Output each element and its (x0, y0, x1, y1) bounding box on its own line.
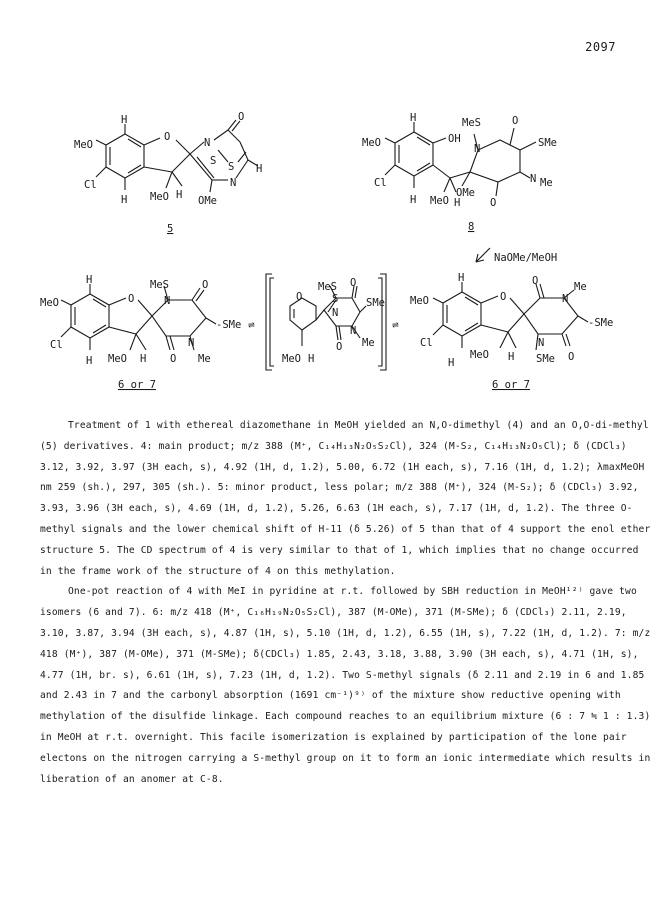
piperazine-ring-67-left (152, 300, 206, 336)
structure-8 (362, 112, 557, 233)
atom-label: Me (198, 353, 211, 365)
atom-label: S (332, 293, 339, 305)
atom-label: S (210, 155, 217, 167)
compound-number-6-or-7-left: 6 or 7 (118, 379, 156, 391)
atom-label: MeO (282, 353, 301, 365)
compound-number-5: 5 (167, 223, 174, 235)
atom-label: Cl (374, 177, 387, 189)
atom-label: N (188, 337, 195, 349)
atom-label: H (448, 357, 455, 369)
paragraph-2: One-pot reaction of 4 with MeI in pyridine at r.t. followed by SBH reduction in MeOH¹²⁾ gave two isomers (6 and 7). 6: m/z 418 (M⁺, C₁₆H₁₉N₂O₅S₂Cl), 387 (M-OMe), 371 (M-SMe); δ (CDCl₃) 2.11, 2.19, 3.10, 3.87, 3.94 (3H each, s), 4.87 (1H, s), 5.10 (1H, d, 1.2), 6.55 (1H, s), 7.22 (1H, d, 1.2). 7: m/z 418 (M⁺), 387 (M-OMe), 371 (M-SMe); δ(CDCl₃) 1.85, 2.43, 3.18, 3.88, 3.90 (3H each, s), 4.71 (1H, s), 4.77 (1H, br. s), 6.61 (1H, s), 7.23 (1H, d, 1.2). Two S-methyl signals (δ 2.11 and 2.19 in 6 and 1.85 and 2.43 in 7 and the carbonyl absorption (1691 cm⁻¹)⁹⁾ of the mixture show reductive opening with methylation of the disulfide linkage. Each compound reaches to an equilibrium mixture (6 : 7 ≒ 1 : 1.3) in MeOH at r.t. overnight. This facile isomerization is explained by participation of the lone pair electons on the nitrogen carrying a S-methyl group on it to form an ionic intermediate which results in liberation of an anomer at C-8. (40, 586, 651, 785)
atom-label: OH (448, 133, 461, 145)
piperazine-ring-67-right (524, 298, 578, 334)
atom-label: O (336, 341, 343, 353)
atom-label: Me (362, 337, 375, 349)
atom-label: H (176, 189, 183, 201)
atom-label: MeO (430, 195, 449, 207)
benzene-ring-67-left (71, 294, 109, 338)
atom-label: H (454, 197, 461, 209)
atom-label: Me (540, 177, 553, 189)
atom-label: SMe (538, 137, 557, 149)
atom-label: Me (574, 281, 587, 293)
atom-label: N (474, 143, 481, 155)
atom-label: O (350, 277, 357, 289)
benzene-ring-67-right (443, 292, 481, 336)
atom-label: SMe (366, 297, 385, 309)
atom-label: O (500, 291, 507, 303)
atom-label: N (350, 325, 357, 337)
atom-label: MeS (318, 281, 337, 293)
atom-label: MeO (74, 139, 93, 151)
atom-label: O (532, 275, 539, 287)
atom-label: N (230, 177, 237, 189)
paragraph-1: Treatment of 1 with ethereal diazomethane in MeOH yielded an N,O-dimethyl (4) and an O,O-di-methyl (5) derivatives. 4: main product; m/z 388 (M⁺, C₁₄H₁₃N₂O₅S₂Cl), 324 (M-S₂, C₁₄H₁₃N₂O₅Cl); δ (CDCl₃) 3.12, 3.92, 3.97 (3H each, s), 4.92 (1H, d, 1.2), 5.00, 6.72 (1H each, s), 7.16 (1H, d, 1.2); λmaxMeOH nm 259 (sh.), 297, 305 (sh.). 5: minor product, less polar; m/z 388 (M⁺), 324 (M-S₂); δ (CDCl₃) 3.92, 3.93, 3.96 (3H each, s), 4.69 (1H, d, 1.2), 5.26, 6.63 (1H each, s), 7.17 (1H, d, 1.2). The three O-methyl signals and the lower chemical shift of H-11 (δ 5.26) of 5 than that of 4 support the enol ether structure 5. The CD spectrum of 4 is very similar to that of 1, which implies that no change occurred in the frame work of the structure of 4 on this methylation. (40, 420, 651, 577)
compound-number-6-or-7-right: 6 or 7 (492, 379, 530, 391)
atom-label: S (228, 161, 235, 173)
atom-label: MeO (410, 295, 429, 307)
equilibrium-arrow: ⇌ (248, 318, 255, 331)
atom-label: H (86, 355, 93, 367)
atom-label: H (256, 163, 263, 175)
ionic-intermediate (266, 274, 386, 370)
benzene-ring-5 (106, 134, 144, 178)
atom-label: H (140, 353, 147, 365)
article-body (40, 416, 652, 790)
atom-label: O (202, 279, 209, 291)
atom-label: H (508, 351, 515, 363)
atom-label: OMe (198, 195, 217, 207)
benzene-ring-8 (395, 132, 433, 176)
atom-label: O (296, 291, 303, 303)
atom-label: O (238, 111, 245, 123)
atom-label: MeO (40, 297, 59, 309)
atom-label: H (410, 194, 417, 206)
atom-label: -SMe (588, 317, 614, 329)
atom-label: O (568, 351, 575, 363)
atom-label: N (562, 293, 569, 305)
atom-label: N (164, 295, 171, 307)
atom-label: O (490, 197, 497, 209)
atom-label: O (164, 131, 171, 143)
atom-label: H (308, 353, 315, 365)
atom-label: O (128, 293, 135, 305)
atom-label: H (410, 112, 417, 124)
piperazine-ring-intermediate (324, 298, 360, 326)
atom-label: Cl (84, 179, 97, 191)
atom-label: N (538, 337, 545, 349)
equilibrium-arrow: ⇌ (392, 318, 399, 331)
atom-label: H (121, 114, 128, 126)
atom-label: MeO (150, 191, 169, 203)
atom-label: N (204, 137, 211, 149)
atom-label: MeO (108, 353, 127, 365)
structure-6-or-7-left (40, 274, 241, 391)
atom-label: O (170, 353, 177, 365)
atom-label: H (86, 274, 93, 286)
structure-6-or-7-right (410, 272, 613, 391)
structure-5 (74, 111, 262, 235)
reaction-arrow (476, 248, 557, 264)
atom-label: MeO (470, 349, 489, 361)
compound-number-8: 8 (468, 221, 475, 233)
atom-label: -SMe (216, 319, 242, 331)
reaction-scheme (0, 0, 672, 410)
atom-label: O (512, 115, 519, 127)
atom-label: H (121, 194, 128, 206)
atom-label: N (530, 173, 537, 185)
atom-label: Cl (50, 339, 63, 351)
atom-label: Cl (420, 337, 433, 349)
reagent-label: NaOMe/MeOH (494, 252, 558, 264)
atom-label: N (332, 307, 339, 319)
atom-label: MeS (462, 117, 481, 129)
atom-label: OMe (456, 187, 475, 199)
atom-label: H (458, 272, 465, 284)
atom-label: MeO (362, 137, 381, 149)
atom-label: SMe (536, 353, 555, 365)
page-number: 2097 (585, 40, 616, 54)
atom-label: MeS (150, 279, 169, 291)
